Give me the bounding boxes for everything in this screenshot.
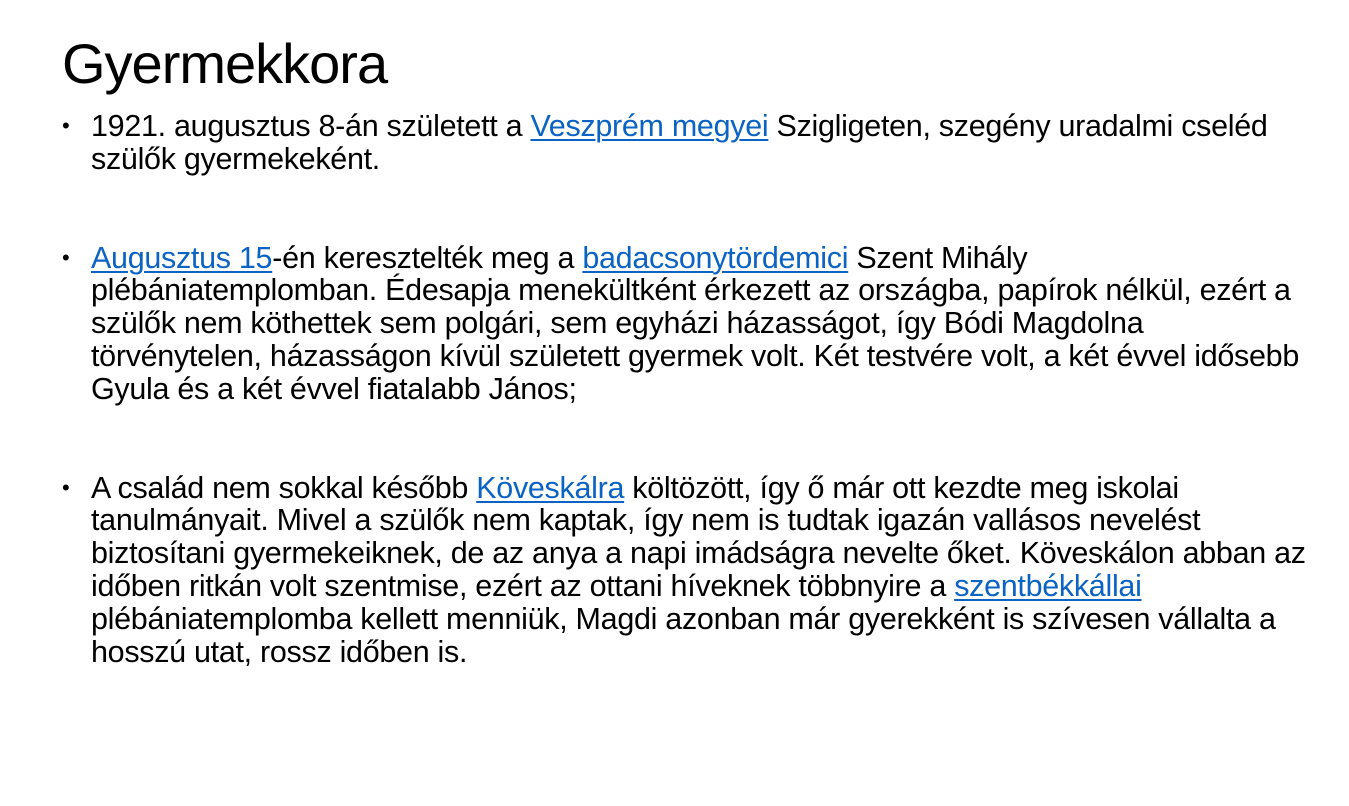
- link-koveskalra[interactable]: Köveskálra: [476, 470, 625, 505]
- bullet-dot-icon: •: [62, 113, 70, 138]
- slide-title: Gyermekkora: [62, 32, 388, 95]
- bullet-list: [62, 110, 1312, 668]
- link-szentbekkallai[interactable]: szentbékkállai: [954, 568, 1142, 603]
- link-veszprem-megyei[interactable]: Veszprém megyei: [530, 109, 769, 143]
- bullet-item-birth: [62, 110, 1312, 176]
- link-badacsonytordemici[interactable]: badacsonytördemici: [582, 240, 849, 275]
- bullet-text: plébániatemplomba kellett menniük, Magdi azonban már gyerekként is szívesen vállalta a hosszú utat, rossz időben is.: [91, 601, 1276, 669]
- bullet-text: Szent Mihály plébániatemplomban. Édesapja menekültként érkezett az országba, papírok nélkül, ezért a szülők nem köthettek sem polgári, sem egyházi házasságot, így Bódi Magdolna törvénytelen, házasságon kívül született gyermek volt. Két testvére volt, a két évvel idősebb Gyula és a két évvel fiatalabb János;: [91, 240, 1299, 406]
- bullet-text: -én keresztelték meg a: [272, 240, 583, 275]
- bullet-text: 1921. augusztus 8-án született a: [91, 109, 531, 143]
- link-augusztus-15[interactable]: Augusztus 15: [91, 240, 273, 275]
- bullet-dot-icon: •: [62, 244, 70, 270]
- bullet-item-koveskal: [62, 472, 1312, 669]
- bullet-text: költözött, így ő már ott kezdte meg iskolai tanulmányait. Mivel a szülők nem kaptak, így nem is tudtak igazán vallásos nevelést biztosítani gyermekeiknek, de az anya a napi imádságra nevelte őket. Köveskálon abban az időben ritkán volt szentmise, ezért az ottani híveknek többnyire a: [91, 470, 1306, 603]
- bullet-text: Szigligeten, szegény uradalmi cseléd szülők gyermekeként.: [91, 109, 1268, 176]
- bullet-dot-icon: •: [62, 474, 70, 500]
- bullet-item-baptism: [62, 242, 1312, 406]
- bullet-text: A család nem sokkal később: [91, 470, 477, 505]
